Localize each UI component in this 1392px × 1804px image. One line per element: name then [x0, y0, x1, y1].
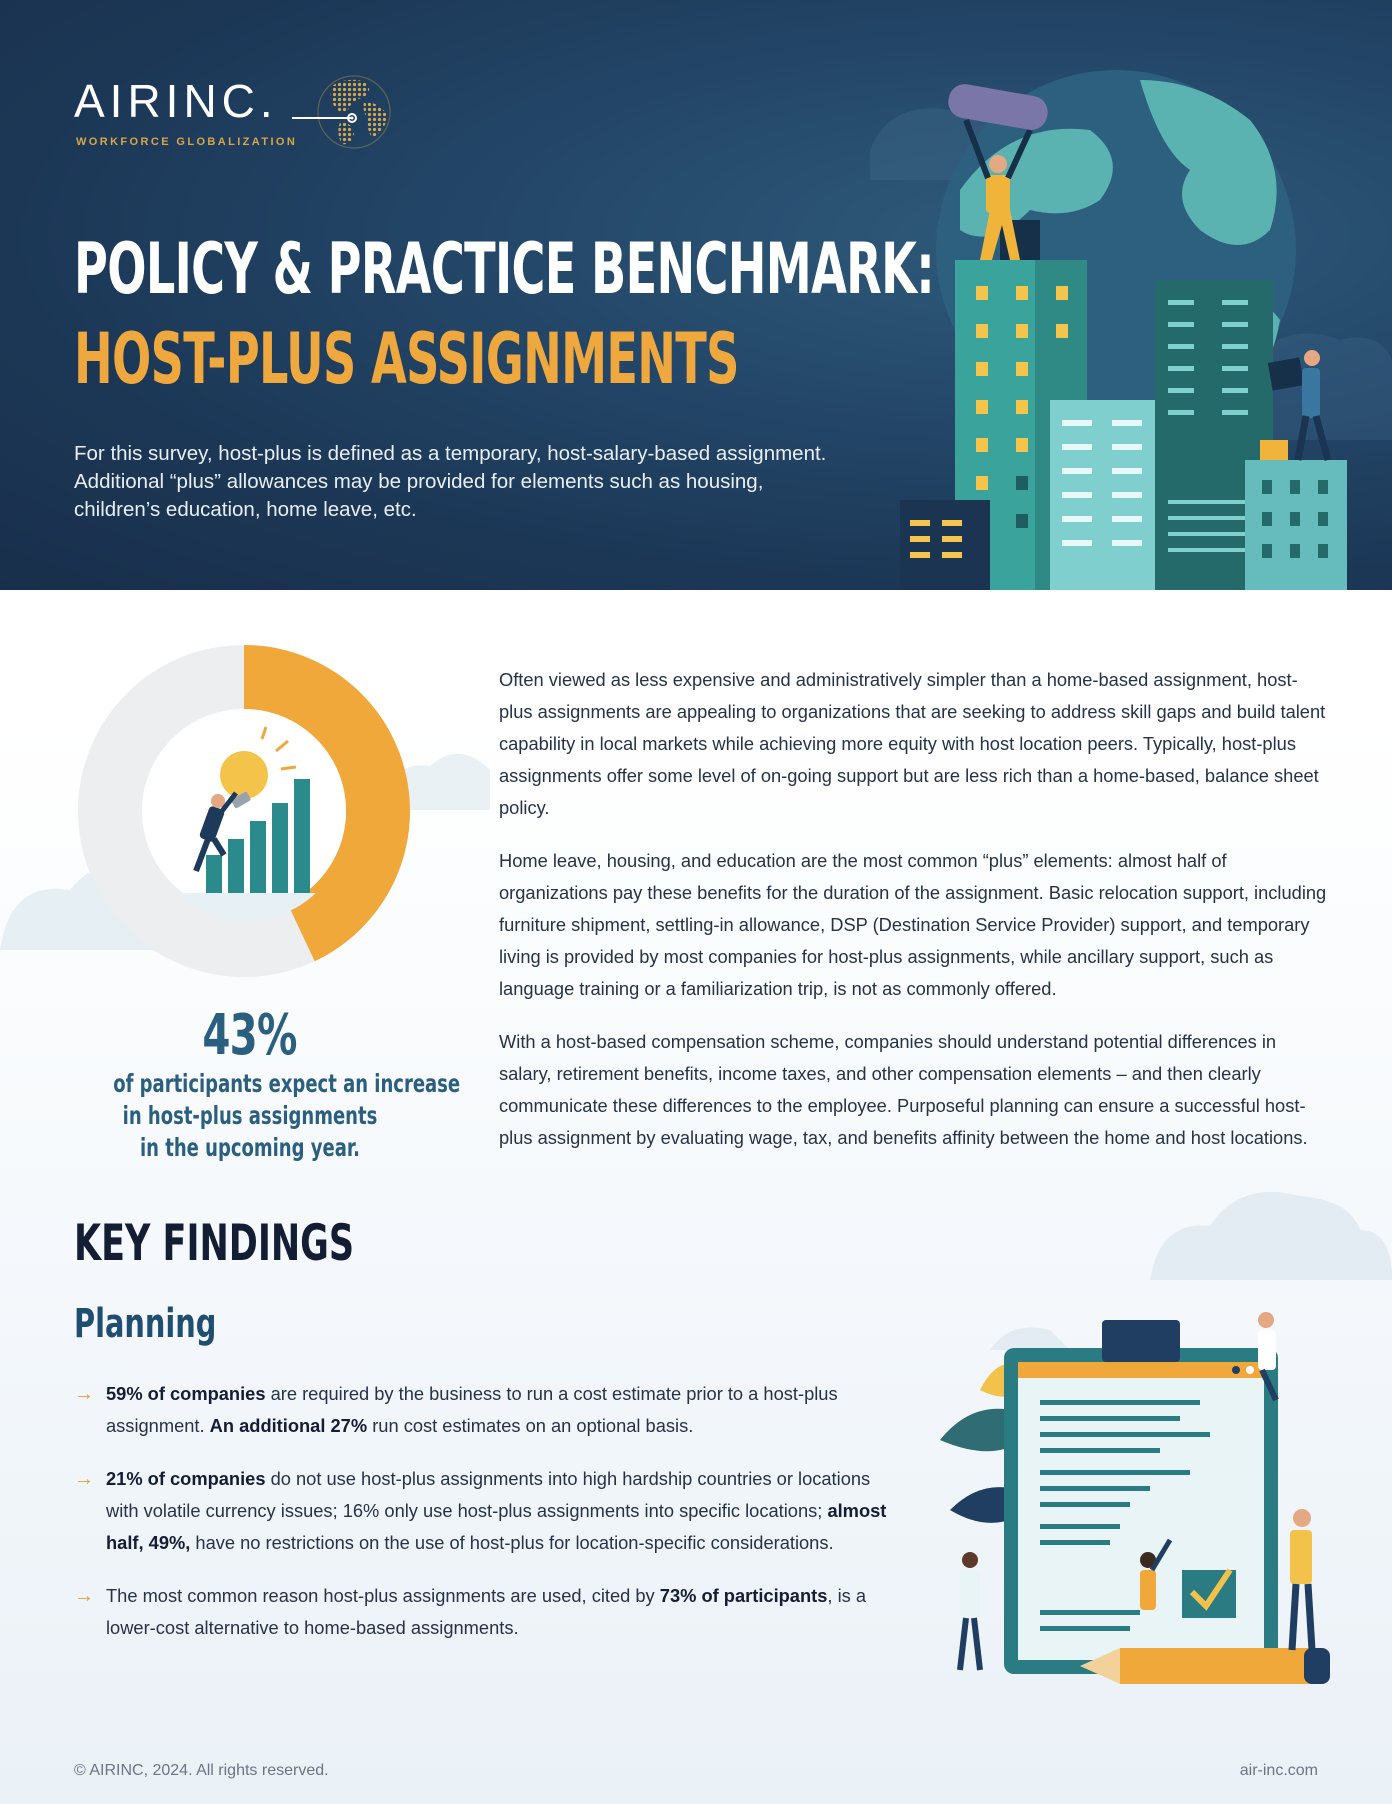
header-banner [0, 0, 1392, 590]
findings-list [74, 1378, 894, 1665]
logo-globe-icon [292, 72, 396, 152]
list-item: → 21% of companies do not use host-plus assignments into high hardship countries or locations with volatile currency issues; 16% only use host-plus assignments into specific locations; almost half, 49%, have no restrictions on the use of host-plus for location-specific considerations. [74, 1463, 894, 1559]
stat-caption-line: of participants expect an increase [113, 1069, 461, 1098]
logo-tagline: WORKFORCE GLOBALIZATION [76, 136, 298, 148]
body-paragraph: With a host-based compensation scheme, companies should understand potential differences in salary, retirement benefits, income taxes, and other compensation elements – and then clearly communicate these differences to the employee. Purposeful planning can ensure a successful host-plus assignment by evaluating wage, tax, and benefits affinity between the home and host locations. [499, 1031, 1308, 1148]
intro-body [499, 664, 1329, 1175]
globe-city-workers-illustration [870, 60, 1392, 590]
copyright-text: © AIRINC, 2024. All rights reserved. [74, 1762, 329, 1779]
body-paragraph: Home leave, housing, and education are the most common “plus” elements: almost half of organizations pay these benefits for the duration of the assignment. Basic relocation support, including furniture shipment, settling-in allowance, DSP (Destination Service Provider) support, and temporary living is provided by most companies for host-plus assignments, while ancillary support, such as language training or a familiarization trip, is not as commonly offered. [499, 850, 1327, 999]
page-title: POLICY & PRACTICE BENCHMARK: [74, 228, 935, 310]
arrow-right-icon: → [74, 1383, 94, 1405]
arrow-right-icon: → [74, 1585, 94, 1607]
stat-percent: 43% [202, 1003, 298, 1068]
definition-text: For this survey, host-plus is defined as a temporary, host-salary-based assignment. Additional “plus” allowances may be provided for elements such as housing, children’s education, home leave, etc. [74, 442, 827, 521]
arrow-right-icon: → [74, 1468, 94, 1490]
percent-donut-chart [76, 643, 412, 979]
list-item: → The most common reason host-plus assignments are used, cited by 73% of participants, is a lower-cost alternative to home-based assignments. [74, 1580, 894, 1644]
key-findings-heading: KEY FINDINGS [74, 1214, 355, 1272]
stat-caption [60, 1068, 461, 1164]
body-paragraph: Often viewed as less expensive and administratively simpler than a home-based assignment, host-plus assignments are appealing to organizations that are seeking to address skill gaps and build talent capability in local markets while achieving more equity with host location peers. Typically, host-plus assignments offer some level of on-going support but are less rich than a home-based, balance sheet policy. [499, 669, 1326, 818]
clipboard-checklist-team-illustration [920, 1270, 1350, 1710]
stat-caption-line: in host-plus assignments [122, 1101, 378, 1130]
stat-caption-line: in the upcoming year. [139, 1133, 361, 1162]
website-link[interactable]: air-inc.com [1239, 1762, 1318, 1779]
list-item: → 59% of companies are required by the business to run a cost estimate prior to a host-plus assignment. An additional 27% run cost estimates on an optional basis. [74, 1378, 894, 1442]
cloud-decoration [1150, 1170, 1392, 1280]
airinc-logo[interactable] [74, 75, 298, 148]
page-subtitle: HOST-PLUS ASSIGNMENTS [74, 318, 739, 400]
planning-subheading: Planning [74, 1301, 217, 1347]
logo-wordmark: AIRINC. [74, 75, 278, 127]
